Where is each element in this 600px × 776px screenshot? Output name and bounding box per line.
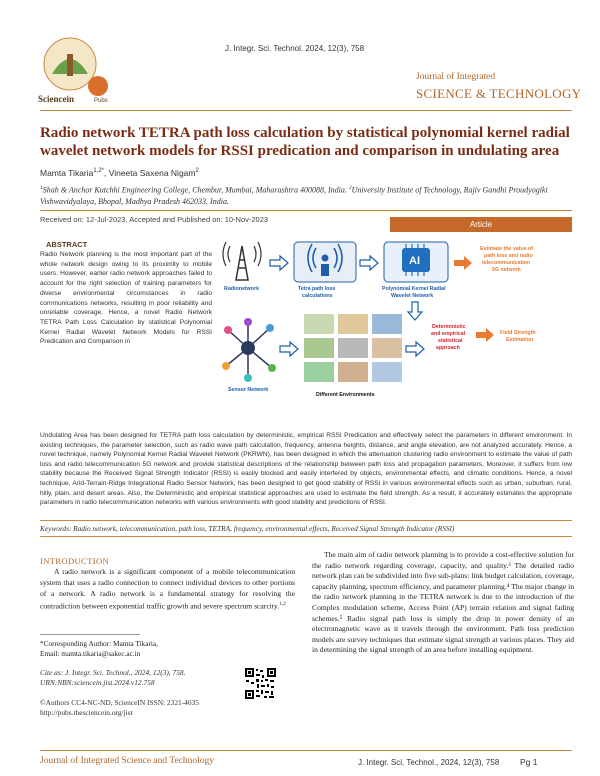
footer-journal: Journal of Integrated Science and Technology — [40, 756, 215, 766]
article-type-badge: Article — [390, 217, 572, 232]
arrow-icon — [270, 256, 288, 270]
ai-chip-icon — [402, 244, 430, 276]
radio-tower-icon — [223, 242, 261, 280]
label-tetra-2: calculations — [302, 293, 333, 299]
label-estimate-3: telecommunication — [482, 260, 531, 266]
abstract-text-left: Radio Network planning is the most important part of the whole network design owing to its proximity to mobile users. However, earlier radio network approaches failed to account for the right selection of training parameters for diverse environmental circumstances in radio communications networks, resulting in poor reliability and unreliable coverage. Hence, a novel Radio Network TETRA Path Loss Calculation by statistical Polynomial Kernel Radial Wavelet Network Models for RSSI Predication and Comparison in — [40, 251, 212, 346]
label-field-1: Field Strength — [500, 330, 536, 336]
journal-logo — [30, 30, 130, 108]
label-det-3: statistical — [438, 338, 463, 344]
sensor-network-icon — [222, 318, 276, 382]
label-tetra-1: Tetra path loss — [298, 286, 336, 292]
license-issn[interactable]: ©Authors CC4-NC-ND, ScienceIN ISSN: 2321-4635 http://pubs.thesciencein.org/jist — [40, 698, 199, 718]
journal-name-line2: SCIENCE & TECHNOLOGY — [416, 86, 582, 101]
affiliation-1: Shah & Anchor Kutchhi Engineering College, Chembur, Mumbai, Maharashtra 400088, India. — [42, 185, 349, 195]
divider — [40, 210, 572, 211]
environments-grid — [304, 314, 402, 382]
label-estimate-4: 5G network — [492, 267, 521, 273]
graphical-abstract — [218, 238, 580, 418]
arrow-icon — [360, 256, 378, 270]
keywords: Keywords: Radio network, telecommunication, path loss, TETRA, frequency, environmental effects, Received Signal Strength Indicator (RSSI) — [40, 524, 455, 533]
label-pkrwn-1: Polynomial Kernel Radial — [382, 286, 446, 292]
abstract-text-full: Undulating Area has been designed for TETRA path loss calculation by deterministic, empirical RSSI Predication and effectively select the parameters in different environment. In existing techniques, the parameter selection, such as radio wave path calculation, frequency, antenna heights, distance, and angle elevation, are not analyzed accurately. Hence, a novel technique, namely Polynomial Kernel Radial Wavelet Network (PKRWN), has been designed in which the attenuation clustering radio environment to estimate the value of path loss and radio telecommunication 5G network and provide statistical descriptions of the relationship between path loss and propagation parameters. Moreover, it suffers from low stability because the Received Signal Strength Indicator (RSSI) is easily blocked and easily interfered by objects, environmental effects, and climatic conditions. Hence, a novel technique, Arid-Terrain-Ridge Integrational Radio Sensor Network, has been designed to get good stability of RSSI in various environmental effects such as urban, suburban, rural, hilly, plain, and desert areas. Also, the Deterministic and empirical statistical approaches are used to estimate the field strength. As a result, it accurately estimates the appropriate parameters in radio telecommunication networks with various environments with good stability and predictions of RSSI. — [40, 432, 572, 507]
author-1-affil: 1,2* — [93, 168, 104, 175]
author-1[interactable]: Mamta Tikaria — [40, 168, 94, 178]
label-estimate-2: path loss and radio — [484, 253, 533, 259]
affiliation-2: University Institute of Technology, Rajiv Gandhi Proudyogiki Vishwavidyalaya, Bhopal, Madhya Pradesh 462033. India. — [40, 185, 548, 206]
journal-name-line1: Journal of Integrated — [416, 72, 496, 82]
label-det-1: Deterministic — [432, 324, 466, 330]
author-2-affil: 2 — [195, 168, 199, 175]
divider — [40, 520, 572, 521]
label-det-2: and empirical — [431, 331, 466, 337]
footer-divider — [40, 750, 572, 751]
qr-code-icon[interactable] — [244, 667, 277, 700]
received-dates: Received on: 12-Jul-2023, Accepted and Published on: 10-Nov-2023 — [40, 215, 269, 224]
label-sensor-network: Sensor Network — [228, 387, 269, 393]
affil-1-marker: 1 — [40, 185, 43, 191]
logo-text: Sciencein — [38, 94, 74, 104]
label-pkrwn-2: Wavelet Network — [391, 293, 434, 299]
divider — [40, 536, 572, 537]
author-list — [40, 168, 199, 178]
corresponding-author — [40, 639, 295, 658]
header-citation: J. Integr. Sci. Technol. 2024, 12(3), 758 — [225, 44, 365, 53]
arrow-icon — [454, 256, 472, 270]
footnote-divider — [40, 634, 140, 635]
header-divider — [40, 110, 572, 111]
arrow-icon — [280, 342, 298, 356]
article-title: Radio network TETRA path loss calculation by statistical polynomial kernel radial wavelet network models for RSSI predication and comparison in undulating area — [40, 125, 570, 159]
corr-author-label: *Corresponding Author: Mamta Tikaria, — [40, 639, 158, 648]
cite-as: Cite as: J. Integr. Sci. Technol., 2024, 12(3), 758. URN:NBN:sciencein.jist.2024.v12.758 — [40, 668, 186, 687]
introduction-para-1 — [40, 567, 295, 613]
column-2-text: The main aim of radio network planning is to provide a cost-effective solution for the radio network regarding coverage, capacity, and quality.³ The detailed radio network plan can be subdivided into five sub-plans: link budget calculation, coverage, capacity planning, spectrum efficiency, and parameter planning.⁴ The major change in the radio network planning in the TETRA network is due to the introduction of the Complex modulation scheme, Access Point (AP) terrain relation and signal fading schemes.⁵ Radio signal path loss is simply the drop in power density of an electromagnetic wave as it travels through the environment. Path loss prediction models are survey techniques that estimate signal strength at various places. They aid in determining the signal strength of an area before installing equipment. — [312, 550, 574, 655]
author-2[interactable]: Vineeta Saxena Nigam — [108, 168, 196, 178]
logo-sub: Pubs — [94, 98, 108, 104]
ai-badge: AI — [409, 255, 420, 267]
affil-2-marker: 2 — [348, 185, 352, 191]
abstract-heading: ABSTRACT — [46, 240, 88, 249]
label-radionetwork: Radionetwork — [224, 286, 260, 292]
author-separator: , — [103, 168, 109, 178]
label-environments: Different Environments — [316, 392, 375, 398]
corr-author-email[interactable]: Email: mamta.tikaria@sakec.ac.in — [40, 648, 141, 658]
label-estimate-1: Estimate the value of — [480, 246, 533, 252]
intro-para-1-text: A radio network is a significant component of a mobile telecommunication system that uses a radio connection to connect individual devices to other portions of a network. A radio network is a fundamental strategy for resolving the contradiction between exponential traffic growth and severe spectrum scarcity. — [40, 567, 295, 611]
footer-citation: J. Integr. Sci. Technol., 2024, 12(3), 758 — [358, 758, 500, 767]
introduction-heading: INTRODUCTION — [40, 556, 110, 566]
arrow-icon — [406, 342, 424, 356]
label-field-2: Estimation — [506, 337, 534, 343]
intro-para-1-ref[interactable]: 1,2 — [279, 601, 286, 608]
label-det-4: approach — [436, 345, 460, 351]
arrow-down-icon — [408, 302, 422, 320]
page-number: Pg 1 — [520, 757, 538, 767]
arrow-icon — [476, 328, 494, 342]
affiliations — [40, 183, 575, 207]
